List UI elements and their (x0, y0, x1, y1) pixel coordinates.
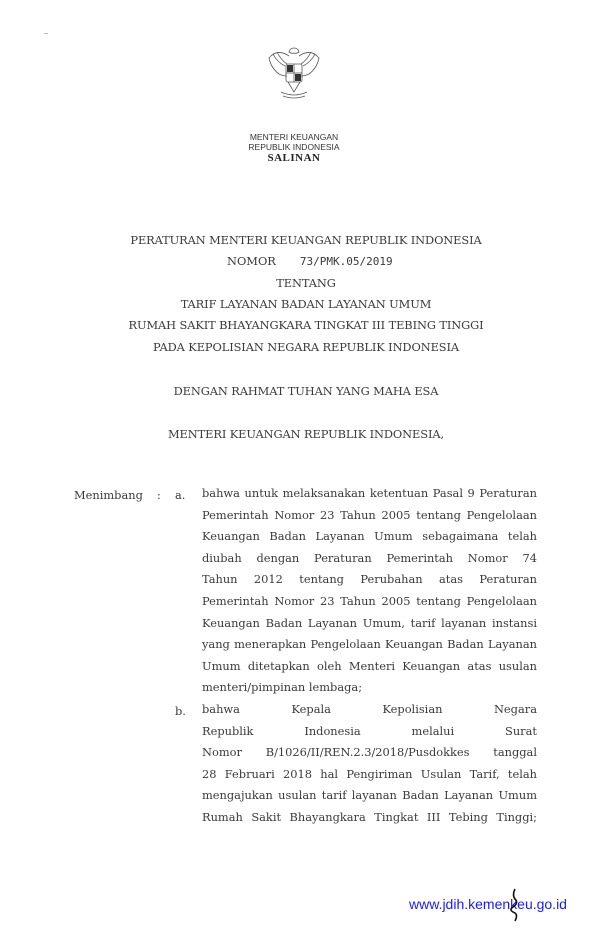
text-line: Keuangan Badan Layanan Umum sebagaimana telah (202, 529, 537, 544)
consideration-b (202, 699, 537, 829)
text-line: Tahun 2012 tentang Perubahan atas Peraturan (202, 572, 537, 587)
text-line: diubah dengan Peraturan Pemerintah Nomor 74 (202, 550, 537, 565)
text-line: yang menerapkan Pengelolaan Keuangan Badan Layanan (202, 637, 537, 652)
garuda-emblem-icon (263, 42, 325, 104)
text-line: Keuangan Badan Layanan Umum, tarif layanan instansi (202, 615, 537, 630)
text-line: Rumah Sakit Bhayangkara Tingkat III Tebing Tinggi; (202, 809, 537, 824)
nomor-label: NOMOR (227, 254, 276, 268)
authority-line: MENTERI KEUANGAN REPUBLIK INDONESIA, (167, 427, 445, 441)
text-line: Pemerintah Nomor 23 Tahun 2005 tentang Pengelolaan (202, 593, 537, 608)
text-line: Umum ditetapkan oleh Menteri Keuangan atas usulan (202, 658, 537, 673)
nomor-value: 73/PMK.05/2019 (299, 255, 393, 268)
text-line: Republik Indonesia melalui Surat (202, 723, 537, 738)
text-line: menteri/pimpinan lembaga; (202, 680, 363, 695)
invocation: DENGAN RAHMAT TUHAN YANG MAHA ESA (173, 384, 439, 398)
subject-line-2: RUMAH SAKIT BHAYANGKARA TINGKAT III TEBING TINGGI (128, 318, 484, 332)
ministry-line-1: MENTERI KEUANGAN (249, 132, 339, 142)
jdih-url-link[interactable]: www.jdih.kemenkeu.go.id (409, 896, 567, 912)
item-b-mark: b. (175, 704, 186, 718)
regulation-number (227, 254, 393, 268)
tentang-heading: TENTANG (276, 276, 336, 290)
menimbang-colon: : (157, 488, 161, 502)
salinan-mark: SALINAN (267, 152, 321, 164)
text-line: bahwa Kepala Kepolisian Negara (202, 702, 537, 716)
text-line: mengajukan usulan tarif layanan Badan Layanan Umum (202, 788, 537, 803)
consideration-a (202, 483, 537, 699)
subject-line-1: TARIF LAYANAN BADAN LAYANAN UMUM (180, 297, 432, 311)
ministry-line-2: REPUBLIK INDONESIA (248, 142, 340, 152)
text-line: bahwa untuk melaksanakan ketentuan Pasal 9 Peraturan (202, 486, 537, 500)
menimbang-label: Menimbang (74, 488, 143, 502)
text-line: Nomor B/1026/II/REN.2.3/2018/Pusdokkes tanggal (202, 745, 537, 760)
scan-speck (44, 33, 48, 34)
item-a-mark: a. (175, 488, 186, 502)
subject-line-3: PADA KEPOLISIAN NEGARA REPUBLIK INDONESIA (152, 340, 460, 354)
text-line: 28 Februari 2018 hal Pengiriman Usulan Tarif, telah (202, 766, 537, 781)
signature-initial-icon (505, 887, 523, 923)
regulation-title: PERATURAN MENTERI KEUANGAN REPUBLIK INDONESIA (130, 233, 482, 247)
text-line: Pemerintah Nomor 23 Tahun 2005 tentang Pengelolaan (202, 507, 537, 522)
